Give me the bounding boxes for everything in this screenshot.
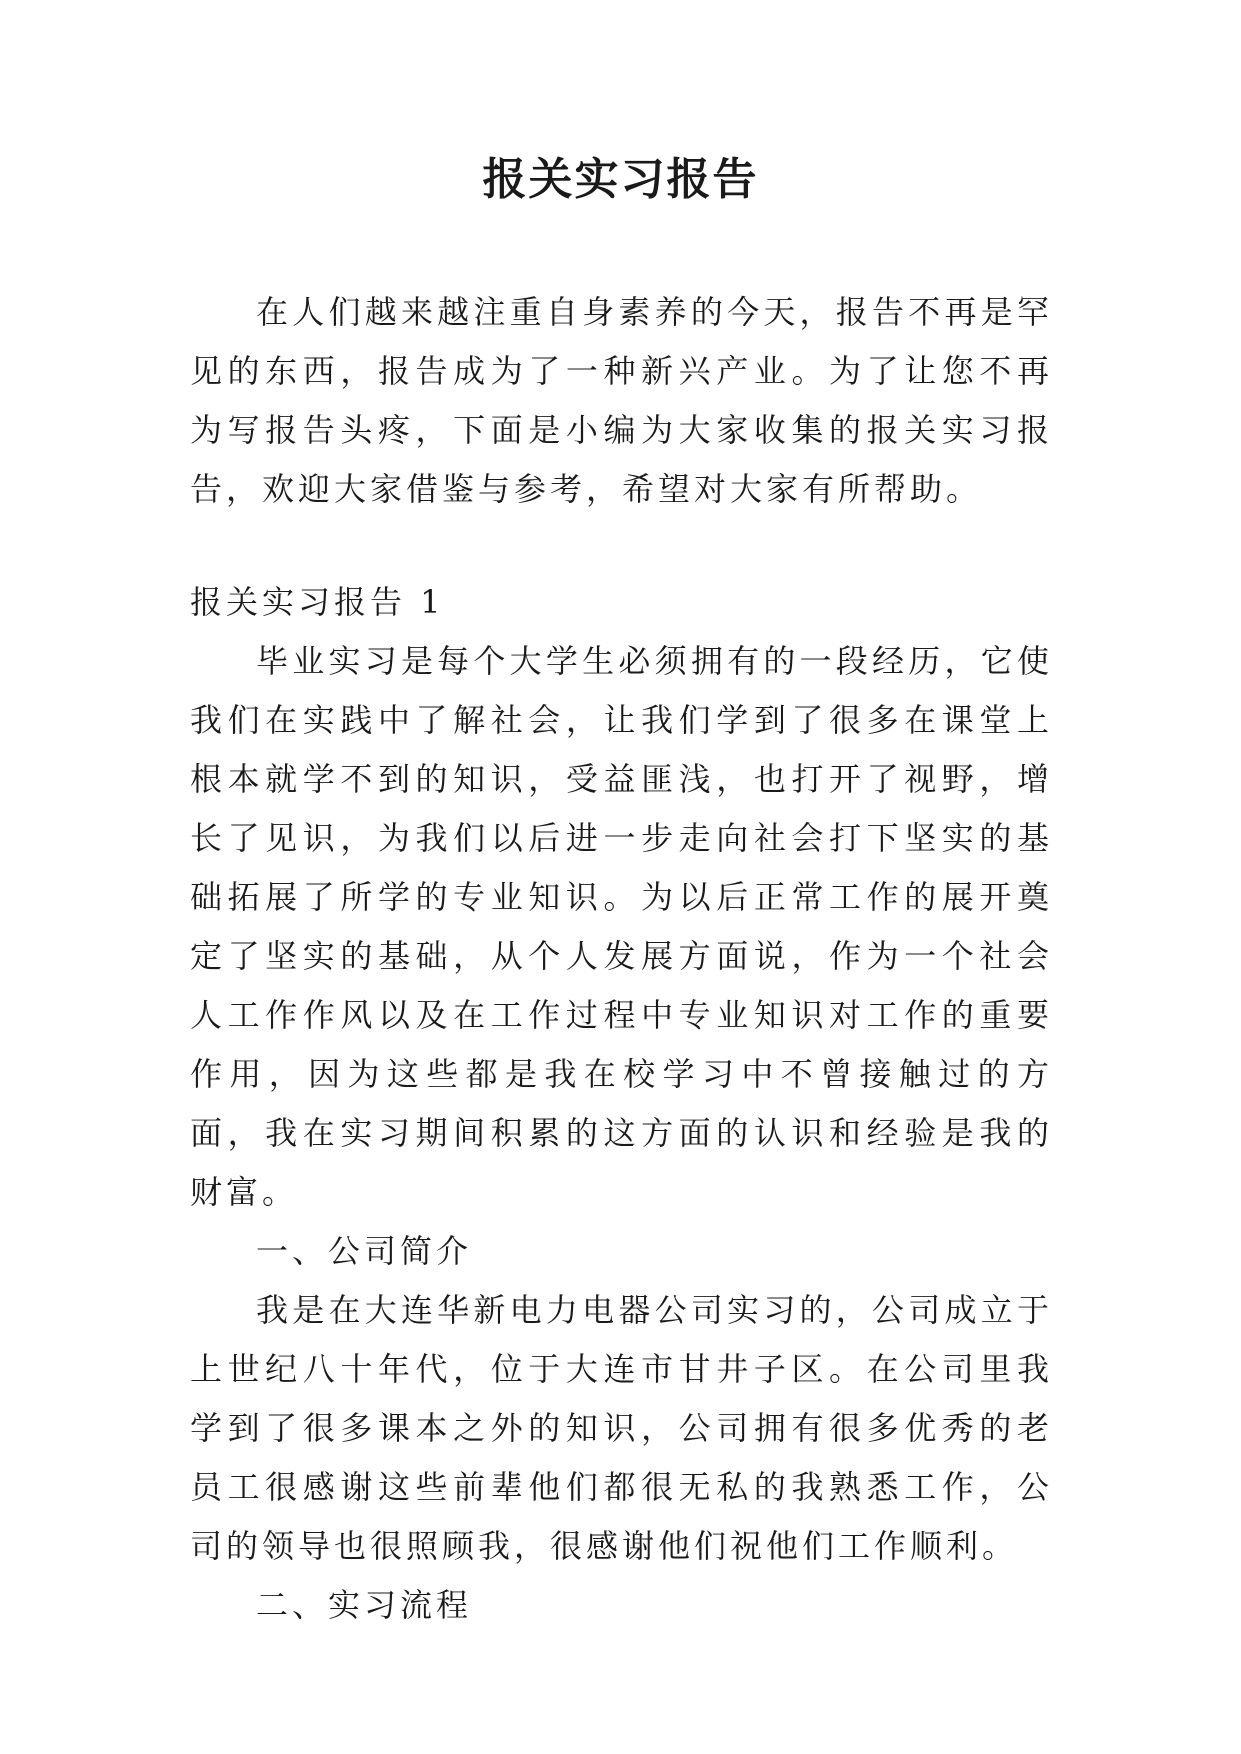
section-heading: 报关实习报告 1 [190, 583, 445, 621]
intro-paragraph: 在人们越来越注重自身素养的今天，报告不再是罕见的东西，报告成为了一种新兴产业。为了让您不再为写报告头疼，下面是小编为大家收集的报关实习报告，欢迎大家借鉴与参考，希望对大家有所帮助。 [190, 293, 1053, 508]
subheading-internship-process: 二、实习流程 [256, 1586, 473, 1624]
body-paragraph: 毕业实习是每个大学生必须拥有的一段经历，它使我们在实践中了解社会，让我们学到了很多在课堂上根本就学不到的知识，受益匪浅，也打开了视野，增长了见识，为我们以后进一步走向社会打下坚实的基础拓展了所学的专业知识。为以后正常工作的展开奠定了坚实的基础，从个人发展方面说，作为一个社会人工作作风以及在工作过程中专业知识对工作的重要作用，因为这些都是我在校学习中不曾接触过的方面，我在实习期间积累的这方面的认识和经验是我的财富。 [190, 642, 1053, 1211]
subheading-company-intro: 一、公司简介 [256, 1232, 473, 1270]
document-title: 报关实习报告 [482, 154, 759, 205]
company-paragraph: 我是在大连华新电力电器公司实习的，公司成立于上世纪八十年代，位于大连市甘井子区。在公司里我学到了很多课本之外的知识，公司拥有很多优秀的老员工很感谢这些前辈他们都很无私的我熟悉工作，公司的领导也很照顾我，很感谢他们祝他们工作顺利。 [190, 1291, 1053, 1565]
document-body [190, 283, 1053, 1635]
